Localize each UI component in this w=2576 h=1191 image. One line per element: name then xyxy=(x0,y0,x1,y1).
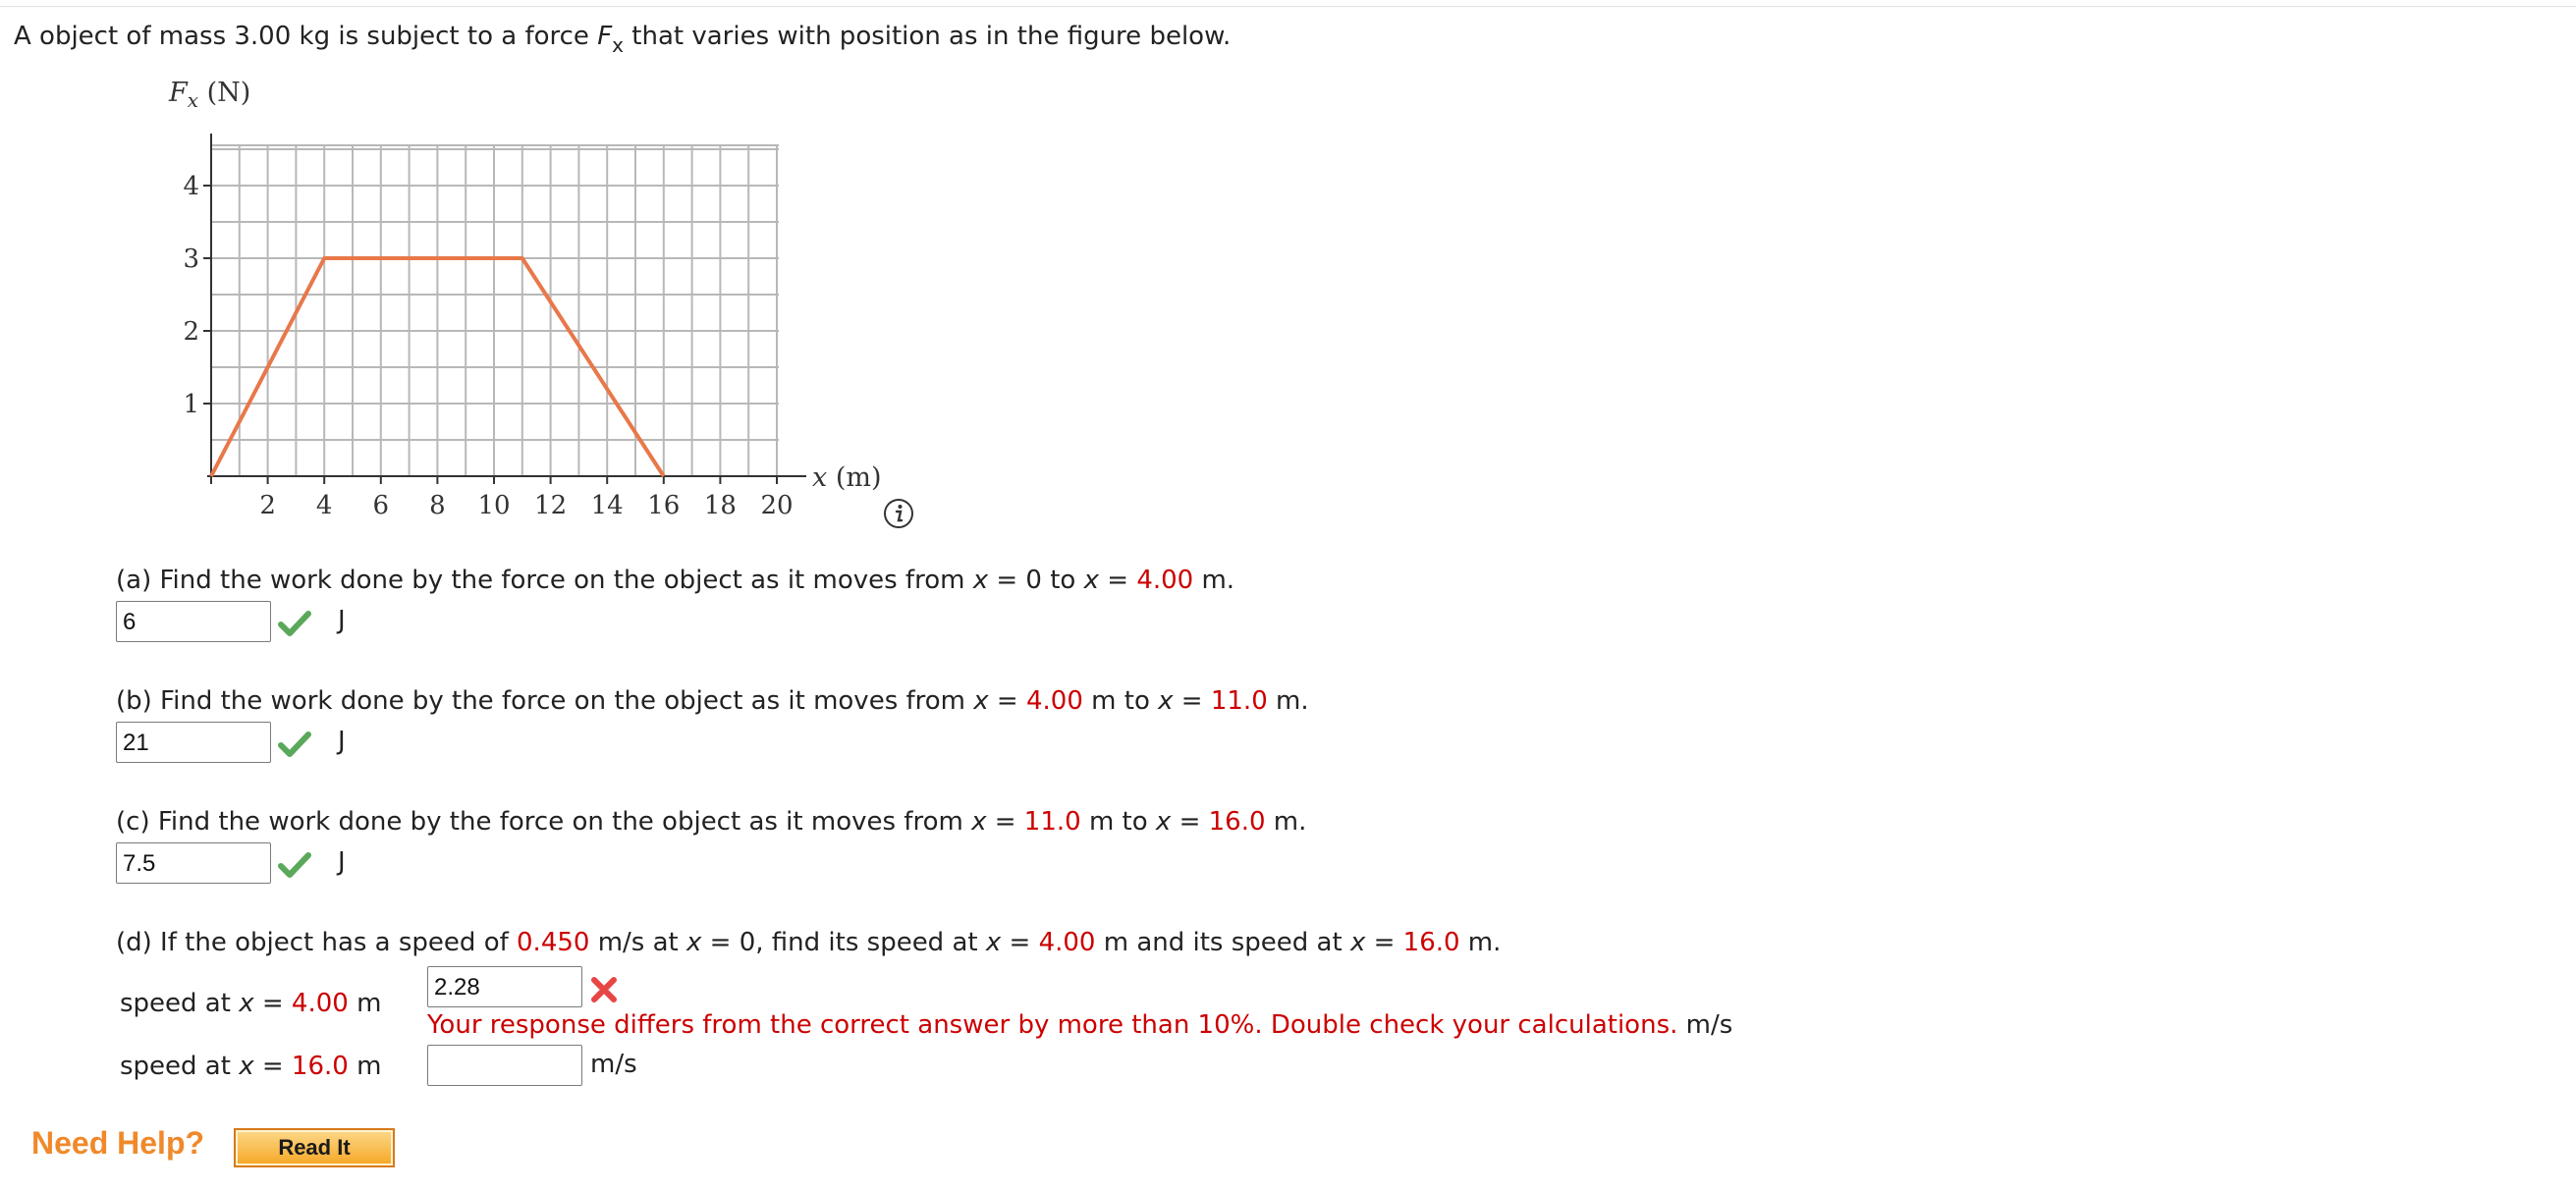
part-c-var-1: x xyxy=(971,807,987,837)
part-b-text: (b) Find the work done by the force on the object as it moves from xyxy=(116,686,974,716)
part-d-var-3: x xyxy=(1349,928,1366,957)
info-icon[interactable] xyxy=(882,497,915,530)
part-a-question xyxy=(116,566,1234,595)
speed-row-2-eq: = xyxy=(253,1052,292,1081)
part-c-text: (c) Find the work done by the force on the object as it moves from xyxy=(116,807,972,837)
part-a-eq-2: = xyxy=(1098,566,1137,595)
part-d-end: m. xyxy=(1459,928,1502,957)
part-b-end: m. xyxy=(1267,686,1309,716)
top-divider xyxy=(0,6,2576,7)
speed-row-2-text: speed at xyxy=(120,1052,240,1081)
part-b-num-1: 4.00 xyxy=(1026,686,1083,716)
part-d-var-2: x xyxy=(985,928,1002,957)
part-c-eq-2: = xyxy=(1171,807,1209,837)
speed-row-1-feedback: Your response differs from the correct answer by more than 10%. Double check your calculations. xyxy=(427,1010,1678,1040)
speed-at-4m-input[interactable] xyxy=(427,966,582,1007)
speed-row-1-eq: = xyxy=(253,989,292,1018)
part-c-end: m. xyxy=(1265,807,1307,837)
speed-row-1-var: x xyxy=(239,989,254,1018)
part-a-end: m. xyxy=(1193,566,1235,595)
read-it-button[interactable]: Read It xyxy=(234,1128,395,1167)
speed-row-1-unit: m/s xyxy=(1677,1010,1733,1040)
intro-force-var: F xyxy=(597,22,613,51)
x-tick-label-18: 18 xyxy=(703,491,737,520)
part-d-var-1: x xyxy=(686,928,702,957)
part-c-num-2: 16.0 xyxy=(1208,807,1266,837)
speed-row-1-feedback-line xyxy=(427,1010,1732,1040)
speed-row-2-unit-m: m xyxy=(348,1052,382,1081)
part-a-answer-input[interactable] xyxy=(116,601,271,642)
part-c-question xyxy=(116,807,1306,837)
correct-check-icon xyxy=(278,730,311,759)
part-d-text-6: = xyxy=(1365,928,1403,957)
speed-row-2-num: 16.0 xyxy=(291,1052,349,1081)
part-d-text-3: = 0, find its speed at xyxy=(701,928,986,957)
force-position-graph xyxy=(147,69,894,530)
part-a-num-2: 4.00 xyxy=(1136,566,1194,595)
x-axis-label: x (m) xyxy=(812,462,882,493)
part-d-num-1: 0.450 xyxy=(517,928,590,957)
part-a-var-2: x xyxy=(1083,566,1099,595)
speed-row-1-label xyxy=(120,989,381,1018)
part-b-eq-1: = xyxy=(988,686,1026,716)
intro-force-sub: x xyxy=(612,33,625,57)
y-axis-label: $F_x$ (N) xyxy=(169,78,251,112)
part-a-var-1: x xyxy=(972,566,989,595)
question-intro xyxy=(14,22,1232,57)
part-b-num-2: 11.0 xyxy=(1210,686,1268,716)
x-tick-label-2: 2 xyxy=(259,491,276,520)
part-b-eq-2: = xyxy=(1173,686,1211,716)
y-tick-label-2: 2 xyxy=(183,317,199,347)
part-d-text-5: m and its speed at xyxy=(1095,928,1350,957)
x-tick-label-12: 12 xyxy=(534,491,568,520)
speed-row-1-text: speed at xyxy=(120,989,240,1018)
part-c-answer-input[interactable] xyxy=(116,842,271,884)
x-tick-label-16: 16 xyxy=(647,491,681,520)
part-c-unit: J xyxy=(338,847,346,877)
intro-text-post: that varies with position as in the figure below. xyxy=(624,22,1232,51)
part-d-num-2: 4.00 xyxy=(1038,928,1096,957)
part-d-text-2: m/s at xyxy=(589,928,687,957)
part-a-eq-1: = 0 to xyxy=(988,566,1084,595)
part-d-text: (d) If the object has a speed of xyxy=(116,928,518,957)
correct-check-icon xyxy=(278,850,311,880)
part-c-eq-1: = xyxy=(986,807,1024,837)
part-b-mid: m to xyxy=(1082,686,1159,716)
part-a-text: (a) Find the work done by the force on the object as it moves from xyxy=(116,566,973,595)
part-b-var-1: x xyxy=(973,686,989,716)
part-d-num-3: 16.0 xyxy=(1402,928,1460,957)
x-tick-label-8: 8 xyxy=(429,491,446,520)
part-b-var-2: x xyxy=(1158,686,1174,716)
x-tick-label-6: 6 xyxy=(372,491,390,520)
need-help-label: Need Help? xyxy=(31,1125,205,1161)
intro-text-pre: A object of mass 3.00 kg is subject to a force xyxy=(14,22,598,51)
y-tick-label-4: 4 xyxy=(183,172,199,201)
speed-row-2-var: x xyxy=(239,1052,254,1081)
y-tick-label-1: 1 xyxy=(183,390,199,419)
part-d-text-4: = xyxy=(1001,928,1039,957)
incorrect-x-icon xyxy=(589,975,619,1004)
x-tick-label-14: 14 xyxy=(590,491,624,520)
part-b-question xyxy=(116,686,1309,716)
correct-check-icon xyxy=(278,609,311,638)
speed-row-1-unit-m: m xyxy=(348,989,382,1018)
part-b-answer-input[interactable] xyxy=(116,722,271,763)
part-c-mid: m to xyxy=(1080,807,1156,837)
speed-row-1-num: 4.00 xyxy=(291,989,349,1018)
part-d-question xyxy=(116,928,1501,957)
part-b-unit: J xyxy=(338,727,346,756)
part-c-num-1: 11.0 xyxy=(1023,807,1081,837)
part-a-unit: J xyxy=(338,606,346,635)
x-tick-label-20: 20 xyxy=(760,491,794,520)
speed-row-2-unit: m/s xyxy=(590,1050,637,1079)
x-tick-label-10: 10 xyxy=(477,491,511,520)
x-tick-label-4: 4 xyxy=(315,491,333,520)
y-tick-label-3: 3 xyxy=(183,244,199,274)
part-c-var-2: x xyxy=(1155,807,1172,837)
speed-row-2-label xyxy=(120,1052,381,1081)
speed-at-16m-input[interactable] xyxy=(427,1045,582,1086)
